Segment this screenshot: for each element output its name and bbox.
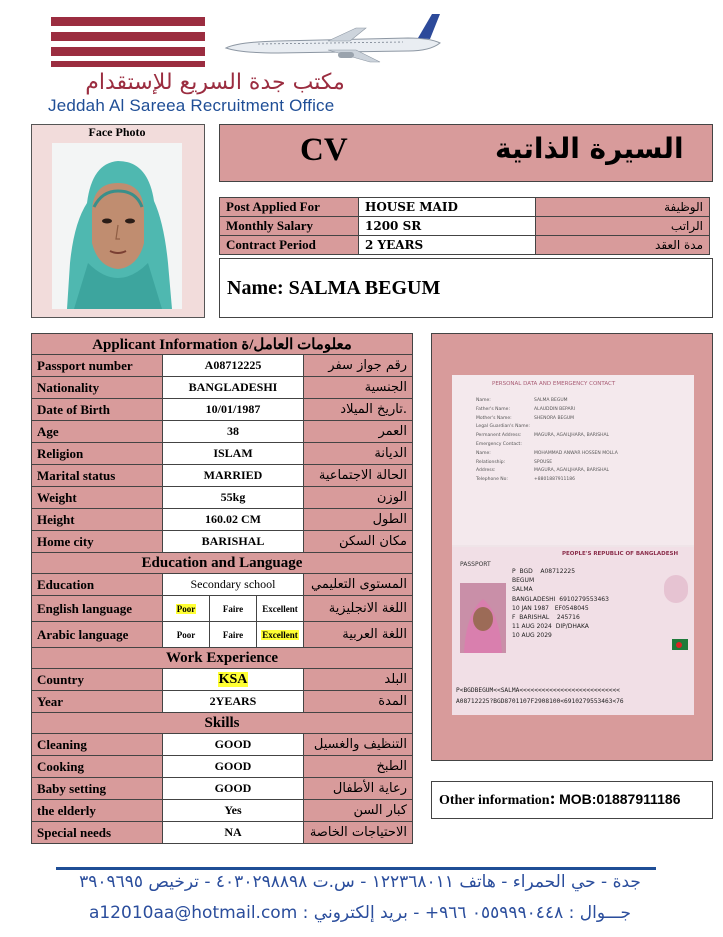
row-label-ar: تاريخ الميلاد.	[304, 399, 413, 421]
row-value: MARRIED	[163, 465, 304, 487]
pp-field: Name: MOHAMMAD ANWAR HOSSEN MOLLA	[476, 450, 618, 456]
row-value: 160.02 CM	[163, 509, 304, 531]
table-row	[32, 509, 413, 531]
row-label-ar: الطول	[304, 509, 413, 531]
table-row	[32, 691, 413, 713]
cv-title-arabic: السيرة الذاتية	[495, 132, 684, 165]
row-label-ar: رعاية الأطفال	[304, 778, 413, 800]
post-row	[220, 236, 710, 255]
row-value: ISLAM	[163, 443, 304, 465]
pp-top-title: PERSONAL DATA AND EMERGENCY CONTACT	[492, 381, 616, 387]
table-row	[32, 531, 413, 553]
table-row	[32, 622, 413, 648]
work-heading: Work Experience	[32, 648, 413, 669]
row-label-ar: الديانة	[304, 443, 413, 465]
row-value: GOOD	[163, 734, 304, 756]
logo-english-name: Jeddah Al Sareea Recruitment Office	[48, 96, 335, 115]
other-info-value: MOB:01887911186	[559, 791, 681, 807]
row-label: Passport number	[32, 355, 163, 377]
row-label: the elderly	[32, 800, 163, 822]
pp-flag-icon	[672, 639, 688, 650]
table-row	[32, 443, 413, 465]
table-row	[32, 574, 413, 596]
pp-country: PEOPLE'S REPUBLIC OF BANGLADESH	[562, 551, 679, 557]
applicant-name: Name: SALMA BEGUM	[227, 277, 441, 299]
row-label: Special needs	[32, 822, 163, 844]
post-value: HOUSE MAID	[359, 198, 536, 217]
row-label: Age	[32, 421, 163, 443]
row-label-ar: رقم جواز سفر	[304, 355, 413, 377]
pp-field: Name: SALMA BEGUM	[476, 398, 568, 403]
row-label: Weight	[32, 487, 163, 509]
contract-label: Contract Period	[220, 236, 359, 255]
table-row	[32, 596, 413, 622]
pp-field: Mother's Name: SHENORA BEGUM	[476, 415, 575, 421]
row-value: 10/01/1987	[163, 399, 304, 421]
airplane-icon	[218, 8, 448, 68]
post-row	[220, 198, 710, 217]
row-label: Home city	[32, 531, 163, 553]
salary-label-ar: الراتب	[536, 217, 710, 236]
row-value: Secondary school	[163, 574, 304, 596]
table-row	[32, 734, 413, 756]
table-row	[32, 399, 413, 421]
other-info-label: Other information	[439, 793, 550, 808]
salary-label: Monthly Salary	[220, 217, 359, 236]
footer-mobile: جـــوال : ٠٥٥٩٩٩٠٤٤٨ ٩٦٦+ - بريد إلكتروني :	[302, 903, 632, 923]
logo-stripe-3	[51, 47, 205, 56]
contract-value: 2 YEARS	[359, 236, 536, 255]
post-label-ar: الوظيفة	[536, 198, 710, 217]
education-heading: Education and Language	[32, 553, 413, 574]
row-label: Country	[32, 669, 163, 691]
row-label: Date of Birth	[32, 399, 163, 421]
post-table	[219, 197, 710, 255]
row-label: Marital status	[32, 465, 163, 487]
post-row	[220, 217, 710, 236]
row-value: GOOD	[163, 778, 304, 800]
row-value: GOOD	[163, 756, 304, 778]
row-label: Education	[32, 574, 163, 596]
row-label: Nationality	[32, 377, 163, 399]
table-row	[32, 800, 413, 822]
row-value: NA	[163, 822, 304, 844]
passport-scan	[452, 375, 694, 715]
cv-title: CV	[300, 132, 348, 168]
row-value: BANGLADESHI	[163, 377, 304, 399]
row-label: Height	[32, 509, 163, 531]
level-poor: Poor	[163, 596, 210, 622]
pp-type-label: PASSPORT	[460, 561, 491, 568]
table-row	[32, 377, 413, 399]
row-label-ar: المستوى التعليمي	[304, 574, 413, 596]
pp-field: Legal Guardian's Name:	[476, 424, 530, 430]
skills-heading: Skills	[32, 713, 413, 734]
pp-field: Permanent Address: MAGURA, AGAILJHARA, BARISHAL	[476, 433, 610, 439]
row-label: Baby setting	[32, 778, 163, 800]
row-label-ar: الوزن	[304, 487, 413, 509]
table-row	[32, 487, 413, 509]
footer-email: a12010aa@hotmail.com	[88, 903, 298, 923]
table-row	[32, 778, 413, 800]
row-label-ar: التنظيف والغسيل	[304, 734, 413, 756]
row-label: Cooking	[32, 756, 163, 778]
pp-field: Relationship: SPOUSE	[476, 459, 553, 465]
row-value: KSA	[163, 669, 304, 691]
logo-stripe-2	[51, 32, 205, 41]
table-row	[32, 465, 413, 487]
face-photo	[52, 143, 182, 309]
level-excellent: Excellent	[257, 622, 304, 648]
row-label-ar: اللغة العربية	[304, 622, 413, 648]
other-info: Other information: MOB:01887911186	[439, 788, 681, 808]
face-photo-label: Face Photo	[88, 125, 146, 139]
table-row	[32, 355, 413, 377]
level-faire: Faire	[210, 596, 257, 622]
row-value: 2YEARS	[163, 691, 304, 713]
footer-divider	[56, 867, 656, 870]
row-label-ar: الطبخ	[304, 756, 413, 778]
row-label-ar: الحالة الاجتماعية	[304, 465, 413, 487]
row-label: English language	[32, 596, 163, 622]
contract-label-ar: مدة العقد	[536, 236, 710, 255]
pp-hologram	[664, 575, 688, 603]
salary-value: 1200 SR	[359, 217, 536, 236]
pp-photo	[460, 583, 506, 653]
level-excellent: Excellent	[257, 596, 304, 622]
row-label-ar: البلد	[304, 669, 413, 691]
applicant-info-table	[31, 333, 413, 844]
pp-data: P BGD A08712225 BEGUM SALMA BANGLADESHI 6910279553463 10 JAN 1987 EF0548045 F BARISHAL 245716 11 AUG 2024 DIP/DHAKA 10 AUG 2029	[512, 568, 609, 640]
row-label: Year	[32, 691, 163, 713]
footer-contact	[50, 903, 670, 923]
level-faire: Faire	[210, 622, 257, 648]
pp-fields	[476, 397, 666, 485]
pp-field: Telephone No: +8801887911186	[476, 477, 575, 483]
row-label-ar: المدة	[304, 691, 413, 713]
pp-field: Address: MAGURA, AGAILJHARA, BARISHAL	[476, 468, 610, 474]
table-row	[32, 421, 413, 443]
row-label-ar: كبار السن	[304, 800, 413, 822]
row-label: Arabic language	[32, 622, 163, 648]
row-label-ar: اللغة الانجليزية	[304, 596, 413, 622]
post-label: Post Applied For	[220, 198, 359, 217]
table-row	[32, 669, 413, 691]
logo-stripe-4	[51, 61, 205, 67]
pp-field: Emergency Contact:	[476, 441, 522, 447]
row-label-ar: مكان السكن	[304, 531, 413, 553]
footer-address: جدة - حي الحمراء - هاتف ١٢٢٣٦٨٠١١ - س.ت ٤٠٣٠٢٩٨٨٩٨ - ترخيص ٣٩٠٩٦٩٥	[79, 872, 641, 892]
logo-stripe-1	[51, 17, 205, 26]
row-value: A08712225	[163, 355, 304, 377]
row-label: Cleaning	[32, 734, 163, 756]
row-label: Religion	[32, 443, 163, 465]
pp-field: Father's Name: ALAUDDIN BEPARI	[476, 406, 576, 412]
applicant-heading: Applicant Information معلومات العامل/ة	[32, 334, 413, 355]
level-poor: Poor	[163, 622, 210, 648]
row-label-ar: الجنسية	[304, 377, 413, 399]
row-value: 55kg	[163, 487, 304, 509]
row-value: Yes	[163, 800, 304, 822]
pp-mrz: P<BGDBEGUM<<SALMA<<<<<<<<<<<<<<<<<<<<<<<<<<< A08712225?BGD8701107F2908100<6910279553463<76	[456, 687, 624, 705]
row-value: BARISHAL	[163, 531, 304, 553]
logo-arabic-name: مكتب جدة السريع للإستقدام	[85, 70, 345, 95]
table-row	[32, 756, 413, 778]
row-value: 38	[163, 421, 304, 443]
table-row	[32, 822, 413, 844]
row-label-ar: الاحتياجات الخاصة	[304, 822, 413, 844]
row-label-ar: العمر	[304, 421, 413, 443]
